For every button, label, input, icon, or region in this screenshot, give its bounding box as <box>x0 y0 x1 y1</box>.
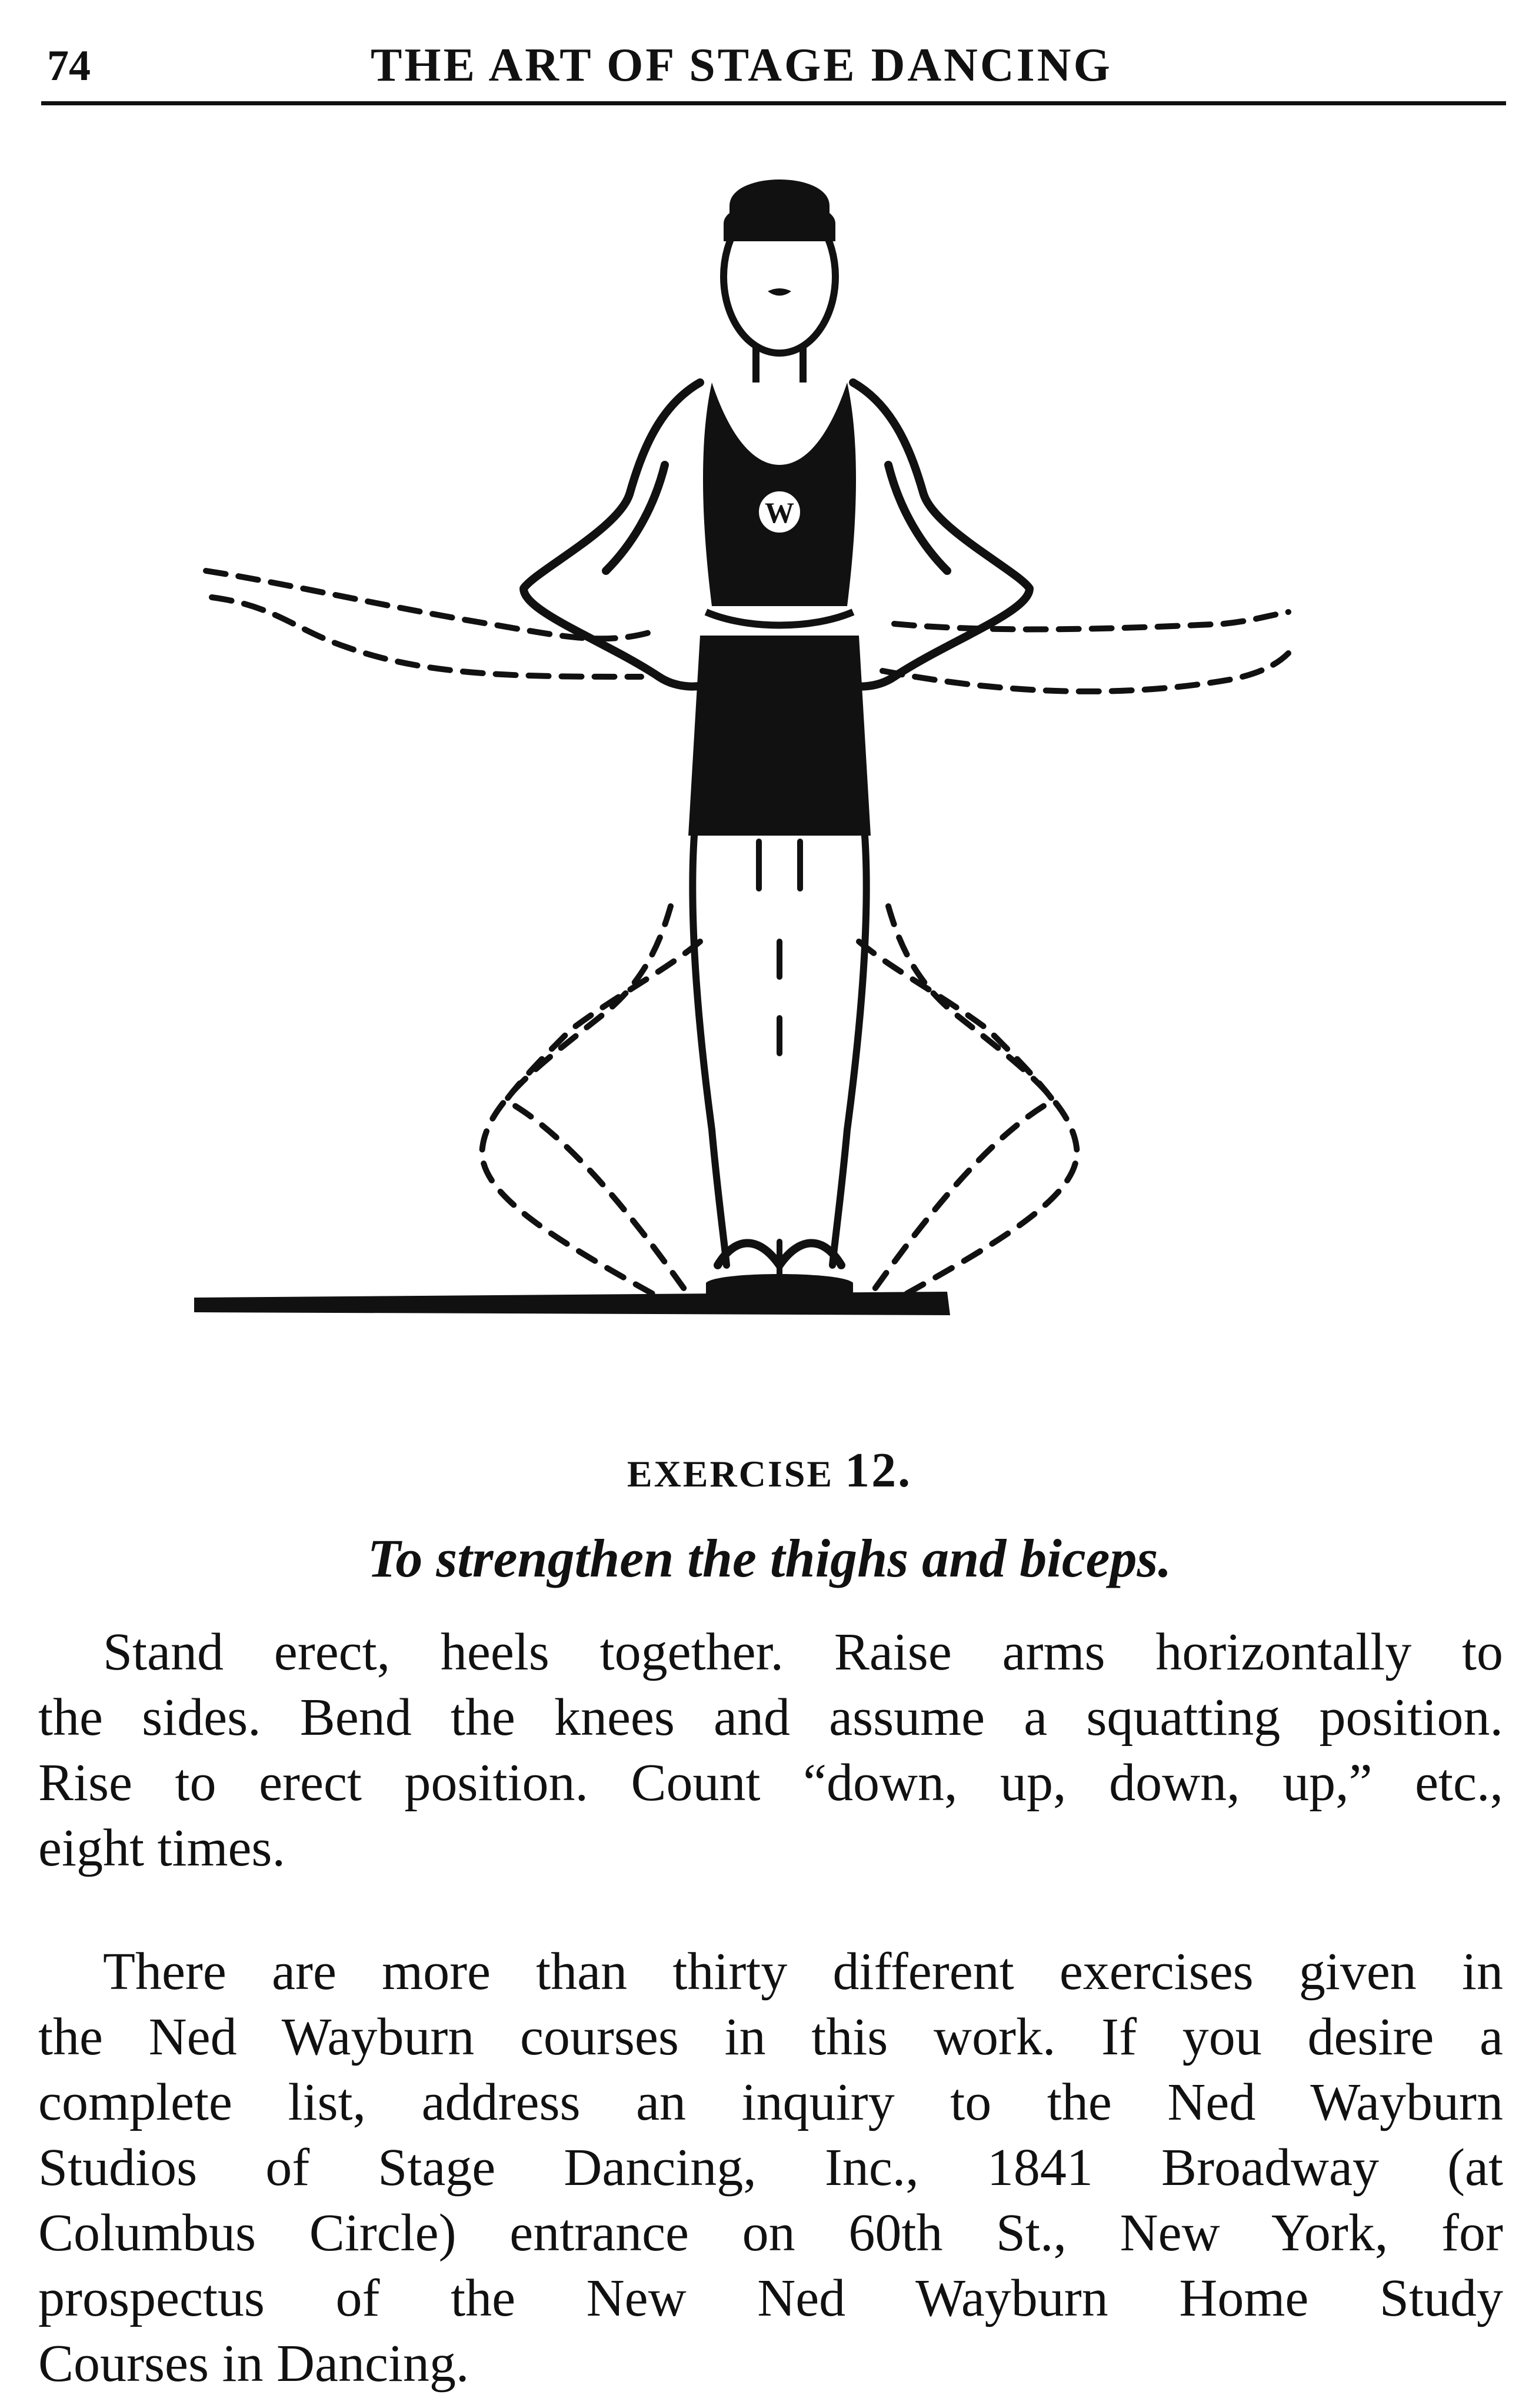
exercise-number: 12. <box>845 1443 912 1498</box>
paragraph-line: the sides. Bend the knees and assume a squatting position. <box>38 1688 1503 1747</box>
paragraph-line: eight times. <box>38 1819 285 1877</box>
floor-line <box>194 1292 950 1315</box>
paragraph-line: Rise to erect position. Count “down, up, down, up,” etc., <box>38 1754 1503 1812</box>
exercise-label-text: EXERCISE <box>627 1453 834 1495</box>
swimsuit-shorts <box>688 636 871 836</box>
paragraph-line: Studios of Stage Dancing, Inc., 1841 Broadway (at <box>38 2138 1503 2197</box>
paragraph-line: the Ned Wayburn courses in this work. If you desire a <box>38 2008 1503 2066</box>
header-rule <box>41 101 1506 105</box>
paragraph-line: prospectus of the New Ned Wayburn Home Study <box>38 2269 1503 2327</box>
paragraph-line: There are more than thirty different exercises given in <box>103 1943 1503 2001</box>
exercise-illustration <box>194 159 1365 1418</box>
instructions-paragraph <box>38 1619 1503 1881</box>
legs <box>692 836 866 1277</box>
swimsuit <box>688 383 871 836</box>
courses-paragraph <box>38 1939 1503 2396</box>
running-title: THE ART OF STAGE DANCING <box>371 39 1112 91</box>
paragraph-line: complete list, address an inquiry to the Ned Wayburn <box>38 2073 1503 2131</box>
suit-emblem-letter: W <box>765 496 794 529</box>
exercise-label <box>0 1442 1539 1499</box>
page-header <box>41 28 1506 105</box>
paragraph-line: Columbus Circle) entrance on 60th St., New York, for <box>38 2204 1503 2262</box>
dancer-drawing <box>194 159 1365 1418</box>
page-number: 74 <box>47 42 91 90</box>
head <box>724 179 835 383</box>
exercise-subtitle: To strengthen the thighs and biceps. <box>367 1528 1172 1588</box>
paragraph-line: Courses in Dancing. <box>38 2334 469 2393</box>
waist-line <box>706 612 853 626</box>
paragraph-line: Stand erect, heels together. Raise arms horizontally to <box>103 1623 1503 1681</box>
